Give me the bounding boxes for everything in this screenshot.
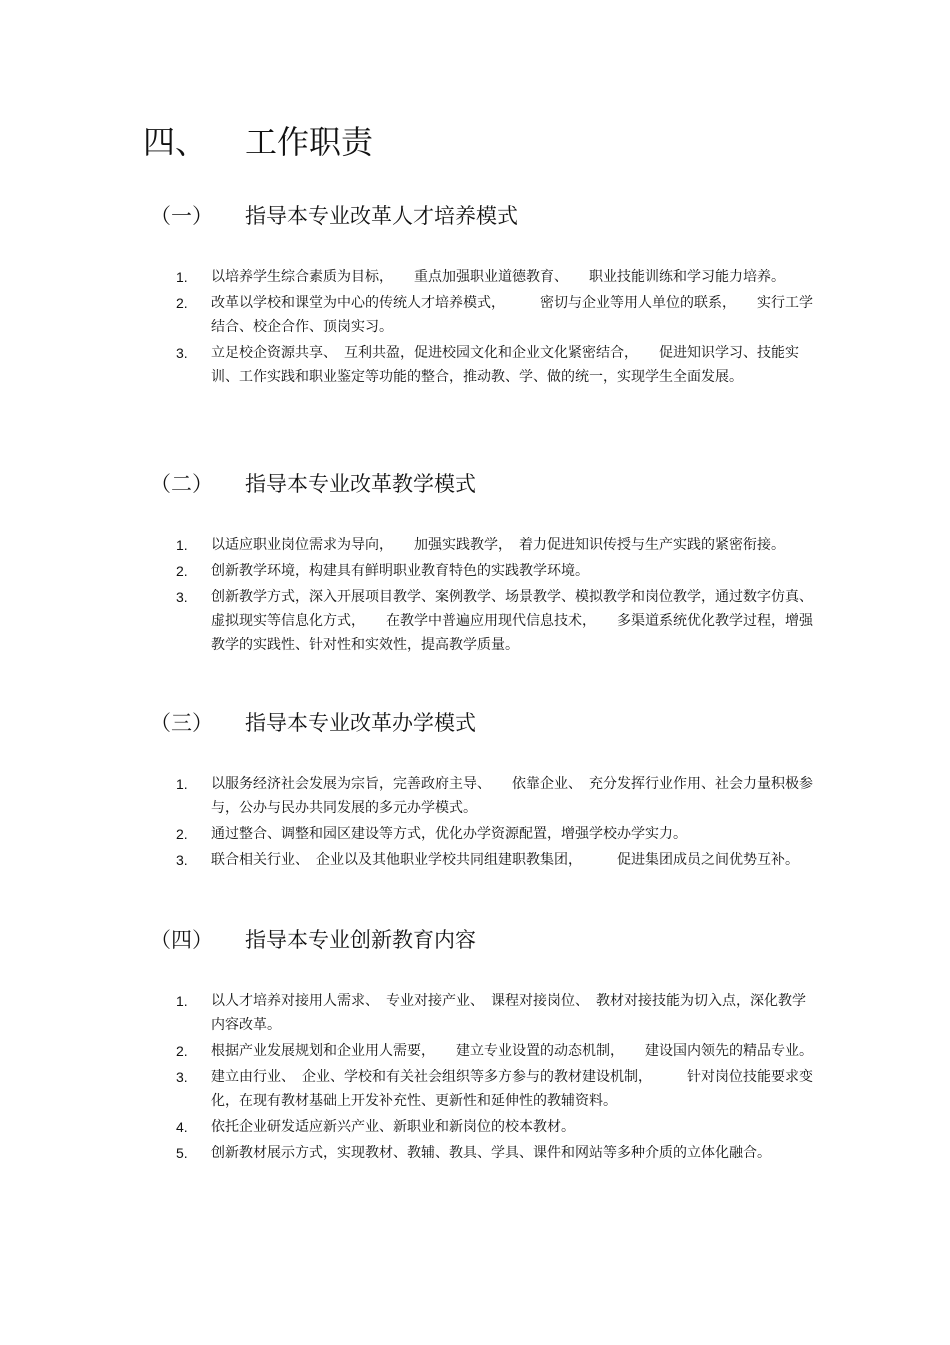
item-text: 以服务经济社会发展为宗旨，完善政府主导、 依靠企业、 充分发挥行业作用、社会力量积极参与，公办与民办共同发展的多元办学模式。 — [211, 776, 813, 816]
item-text: 根据产业发展规划和企业用人需要， 建立专业设置的动态机制， 建设国内领先的精品专业。 — [211, 1043, 813, 1059]
item-number: 3. — [176, 345, 188, 361]
item-text: 改革以学校和课堂为中心的传统人才培养模式， 密切与企业等用人单位的联系， 实行工学结合、校企合作、顶岗实习。 — [211, 295, 813, 335]
chapter-title: 工作职责 — [245, 123, 374, 161]
item-text: 创新教学环境，构建具有鲜明职业教育特色的实践教学环境。 — [211, 563, 589, 579]
section-title: 指导本专业创新教育内容 — [245, 928, 476, 952]
item-number: 2. — [176, 1043, 188, 1059]
item-text: 创新教学方式，深入开展项目教学、案例教学、场景教学、模拟教学和岗位教学，通过数字仿真、 虚拟现实等信息化方式， 在教学中普遍应用现代信息技术， 多渠道系统优化教学过程，增强教学的实践性、针对性和实效性，提高教学质量。 — [211, 589, 820, 653]
section-list — [176, 533, 820, 659]
item-number: 2. — [176, 563, 188, 579]
section-number: （一） — [150, 204, 213, 228]
section-heading — [150, 708, 476, 738]
item-number: 4. — [176, 1119, 188, 1135]
section-list — [176, 772, 816, 874]
section-heading — [150, 201, 518, 231]
item-text: 建立由行业、 企业、学校和有关社会组织等多方参与的教材建设机制， 针对岗位技能要求变化，在现有教材基础上开发补充性、更新性和延伸性的教辅资料。 — [211, 1069, 813, 1109]
item-text: 联合相关行业、 企业以及其他职业学校共同组建职教集团， 促进集团成员之间优势互补。 — [211, 852, 799, 868]
item-number: 1. — [176, 776, 188, 792]
item-text: 以培养学生综合素质为目标， 重点加强职业道德教育、 职业技能训练和学习能力培养。 — [211, 269, 785, 285]
item-number: 3. — [176, 852, 188, 868]
section-title: 指导本专业改革教学模式 — [245, 472, 476, 496]
section-list — [176, 989, 816, 1167]
section-number: （四） — [150, 928, 213, 952]
list-item — [176, 291, 816, 339]
chapter-number: 四、 — [143, 123, 208, 161]
list-item — [176, 265, 816, 289]
chapter-heading — [143, 120, 373, 164]
item-number: 2. — [176, 826, 188, 842]
item-text: 依托企业研发适应新兴产业、新职业和新岗位的校本教材。 — [211, 1119, 575, 1135]
list-item — [176, 559, 816, 583]
item-number: 5. — [176, 1145, 188, 1161]
item-text: 创新教材展示方式，实现教材、教辅、教具、学具、课件和网站等多种介质的立体化融合。 — [211, 1145, 771, 1161]
section-heading — [150, 925, 476, 955]
item-text: 立足校企资源共享、 互利共盈，促进校园文化和企业文化紧密结合， 促进知识学习、技能实训、工作实践和职业鉴定等功能的整合，推动教、学、做的统一，实现学生全面发展。 — [211, 345, 799, 385]
list-item — [176, 848, 816, 872]
section-number: （二） — [150, 472, 213, 496]
list-item — [176, 989, 816, 1037]
list-item — [176, 533, 816, 557]
item-number: 1. — [176, 537, 188, 553]
item-text: 通过整合、调整和园区建设等方式，优化办学资源配置，增强学校办学实力。 — [211, 826, 687, 842]
list-item — [176, 822, 816, 846]
item-number: 1. — [176, 269, 188, 285]
list-item — [176, 1065, 816, 1113]
item-number: 2. — [176, 295, 188, 311]
item-text: 以适应职业岗位需求为导向， 加强实践教学， 着力促进知识传授与生产实践的紧密衔接。 — [211, 537, 785, 553]
section-title: 指导本专业改革人才培养模式 — [245, 204, 518, 228]
list-item — [176, 1141, 816, 1165]
list-item — [176, 1039, 816, 1063]
item-text: 以人才培养对接用人需求、 专业对接产业、 课程对接岗位、 教材对接技能为切入点，深化教学内容改革。 — [211, 993, 806, 1033]
item-number: 1. — [176, 993, 188, 1009]
section-title: 指导本专业改革办学模式 — [245, 711, 476, 735]
section-number: （三） — [150, 711, 213, 735]
list-item — [176, 585, 820, 657]
section-list — [176, 265, 816, 391]
list-item — [176, 1115, 816, 1139]
section-heading — [150, 469, 476, 499]
item-number: 3. — [176, 1069, 188, 1085]
list-item — [176, 341, 816, 389]
list-item — [176, 772, 816, 820]
item-number: 3. — [176, 589, 188, 605]
